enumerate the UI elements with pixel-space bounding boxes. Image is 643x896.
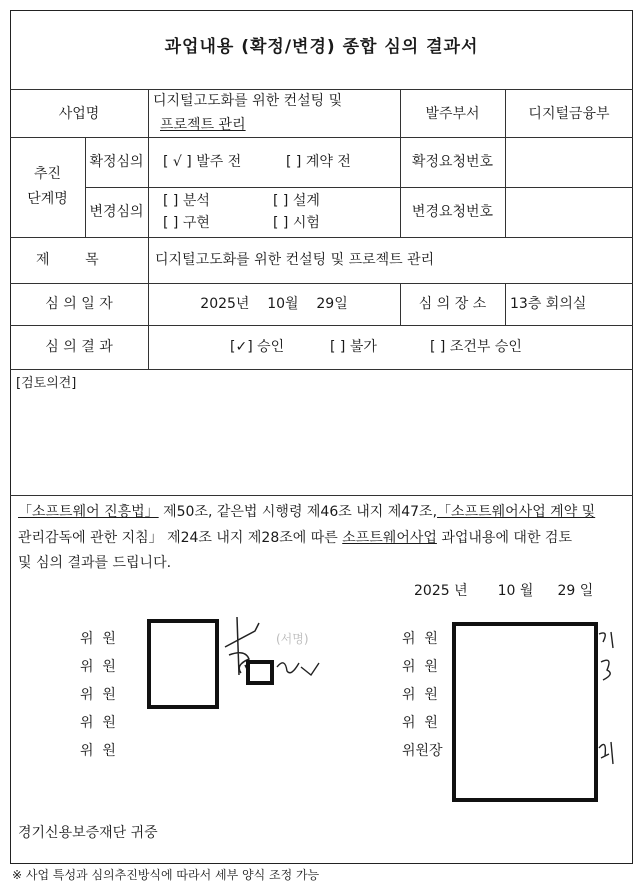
change-review-label: 변경심의 (89, 204, 144, 220)
checkbox[interactable]: [✓] (230, 339, 253, 355)
row-divider (10, 89, 633, 90)
option-before-order[interactable] (163, 153, 241, 171)
committee-member: 위 원 (80, 687, 116, 703)
review-date-value: 2025년 10월 29일 (200, 296, 348, 312)
option-test[interactable] (273, 214, 320, 232)
checkbox[interactable]: [ ] (330, 339, 346, 355)
option-label: 설계 (292, 193, 320, 209)
review-result-label: 심 의 결 과 (45, 339, 113, 355)
dept-value: 디지털금융부 (528, 106, 610, 122)
row-divider (85, 187, 633, 188)
option-label: 승인 (257, 339, 285, 355)
committee-member: 위 원 (80, 715, 116, 731)
committee-chair: 위원장 (402, 743, 443, 759)
row-divider (10, 283, 633, 284)
review-opinion-label: [검토의견] (16, 376, 77, 391)
col-divider (505, 283, 506, 325)
redacted-seal (452, 622, 598, 802)
statement-text: 제24조 내지 제28조에 따른 (162, 530, 343, 546)
review-place-value: 13층 회의실 (510, 296, 587, 312)
signature-hint: (서명) (276, 632, 309, 646)
sign-year: 2025 (414, 583, 450, 599)
handwritten-signature (595, 628, 625, 778)
result-reject[interactable] (330, 338, 377, 356)
day-unit: 일 (579, 583, 594, 599)
checkbox[interactable]: [ √ ] (163, 154, 192, 170)
stage-label-2: 단계명 (27, 191, 68, 207)
committee-member: 위 원 (80, 743, 116, 759)
result-conditional[interactable] (430, 338, 522, 356)
law-reference: 「소프트웨어 진흥법」 (18, 504, 159, 520)
subject-label: 제 목 (36, 252, 99, 268)
option-label: 계약 전 (305, 154, 351, 170)
option-label: 조건부 승인 (449, 339, 522, 355)
redacted-seal (246, 660, 274, 685)
statement-text: 관리감독에 관한 지침」 (18, 530, 163, 546)
row-divider (10, 137, 633, 138)
result-approve[interactable] (230, 338, 284, 356)
option-analysis[interactable] (163, 192, 210, 210)
option-label: 발주 전 (196, 154, 242, 170)
project-name-line1: 디지털고도화를 위한 컨설팅 및 (153, 93, 343, 109)
option-label: 구현 (182, 215, 210, 231)
statement-text: 과업내용에 대한 검토 (436, 530, 572, 546)
guideline-reference: 「소프트웨어사업 계약 및 (437, 504, 596, 520)
checkbox[interactable]: [ ] (163, 193, 179, 209)
project-name-line2: 프로젝트 관리 (160, 117, 246, 133)
committee-member: 위 원 (402, 715, 438, 731)
project-name-label: 사업명 (58, 106, 100, 122)
checkbox[interactable]: [ ] (163, 215, 179, 231)
statement-text: 제50조, 같은법 시행령 제46조 내지 제47조, (158, 504, 438, 520)
sign-month: 10 (497, 583, 516, 599)
confirm-review-label: 확정심의 (89, 154, 144, 170)
confirm-request-number-label: 확정요청번호 (411, 154, 494, 170)
statement-line-1 (18, 503, 595, 521)
checkbox[interactable]: [ ] (430, 339, 446, 355)
row-divider (10, 495, 633, 496)
checkbox[interactable]: [ ] (273, 193, 289, 209)
option-label: 불가 (349, 339, 377, 355)
footnote: ※ 사업 특성과 심의추진방식에 따라서 세부 양식 조정 가능 (12, 868, 320, 882)
dept-label: 발주부서 (425, 106, 480, 122)
redacted-seal (147, 619, 219, 709)
issuer: 경기신용보증재단 귀중 (18, 825, 158, 841)
committee-member: 위 원 (402, 631, 438, 647)
col-divider (148, 89, 149, 369)
committee-member: 위 원 (80, 631, 116, 647)
document-title: 과업내용 (확정/변경) 종합 심의 결과서 (164, 37, 479, 57)
sign-date (414, 582, 593, 600)
row-divider (10, 237, 633, 238)
option-before-contract[interactable] (286, 153, 351, 171)
row-divider (10, 369, 633, 370)
review-place-label: 심 의 장 소 (418, 296, 487, 312)
change-request-number-label: 변경요청번호 (411, 204, 494, 220)
committee-member: 위 원 (80, 659, 116, 675)
option-label: 분석 (182, 193, 210, 209)
col-divider (85, 137, 86, 237)
month-unit: 월 (519, 583, 534, 599)
option-label: 시험 (292, 215, 320, 231)
row-divider (10, 325, 633, 326)
stage-label-1: 추진 (33, 166, 62, 182)
checkbox[interactable]: [ ] (286, 154, 302, 170)
year-unit: 년 (454, 583, 468, 599)
statement-text: 소프트웨어사업 (342, 530, 437, 546)
subject-value: 디지털고도화를 위한 컨설팅 및 프로젝트 관리 (155, 252, 435, 268)
sign-day: 29 (557, 583, 576, 599)
checkbox[interactable]: [ ] (273, 215, 289, 231)
statement-line-3: 및 심의 결과를 드립니다. (18, 555, 172, 571)
committee-member: 위 원 (402, 659, 438, 675)
statement-line-2 (18, 529, 572, 547)
review-date-label: 심 의 일 자 (45, 296, 113, 312)
committee-member: 위 원 (402, 687, 438, 703)
option-implementation[interactable] (163, 214, 210, 232)
option-design[interactable] (273, 192, 320, 210)
